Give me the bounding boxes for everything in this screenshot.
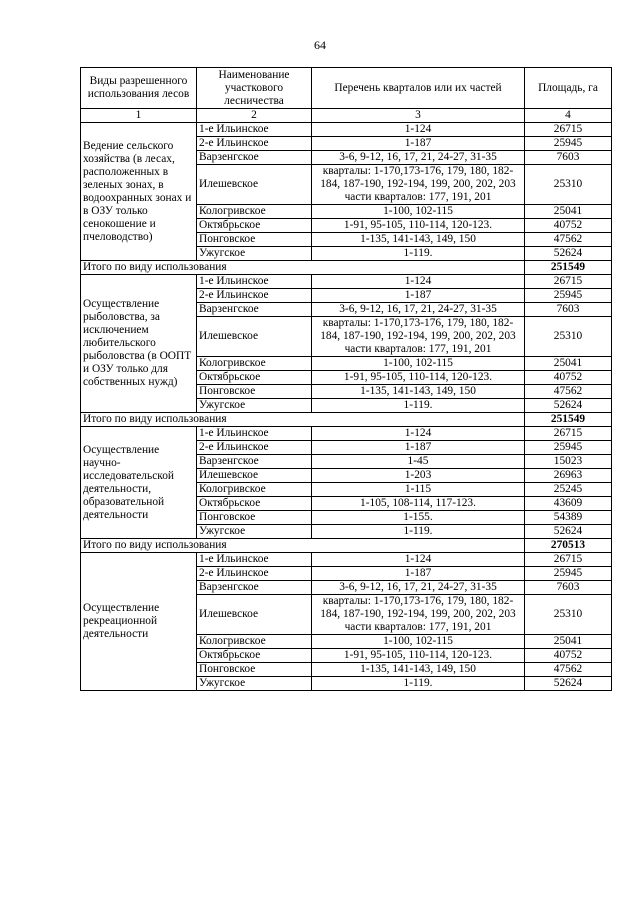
column-number: 1	[81, 109, 197, 123]
quarters-cell: 1-105, 108-114, 117-123.	[312, 497, 525, 511]
forestry-cell: Понговское	[197, 663, 312, 677]
area-cell: 26715	[525, 553, 612, 567]
area-cell: 52624	[525, 677, 612, 691]
area-cell: 26715	[525, 427, 612, 441]
area-cell: 25310	[525, 165, 612, 205]
total-value: 251549	[525, 413, 612, 427]
forestry-cell: Илешевское	[197, 317, 312, 357]
quarters-cell: 1-91, 95-105, 110-114, 120-123.	[312, 219, 525, 233]
area-cell: 25041	[525, 635, 612, 649]
total-label: Итого по виду использования	[81, 539, 525, 553]
area-cell: 43609	[525, 497, 612, 511]
area-cell: 40752	[525, 219, 612, 233]
forestry-cell: Варзенгское	[197, 303, 312, 317]
quarters-cell: 1-45	[312, 455, 525, 469]
quarters-cell: 1-119.	[312, 525, 525, 539]
area-cell: 25945	[525, 289, 612, 303]
quarters-cell: 1-187	[312, 441, 525, 455]
area-cell: 54389	[525, 511, 612, 525]
forestry-cell: Ужугское	[197, 399, 312, 413]
quarters-cell: 1-124	[312, 553, 525, 567]
forestry-cell: Варзенгское	[197, 455, 312, 469]
forestry-cell: Понговское	[197, 511, 312, 525]
quarters-cell: 1-100, 102-115	[312, 205, 525, 219]
forestry-cell: Илешевское	[197, 469, 312, 483]
quarters-cell: 1-100, 102-115	[312, 635, 525, 649]
area-cell: 25945	[525, 441, 612, 455]
forestry-cell: Кологривское	[197, 357, 312, 371]
area-cell: 52624	[525, 525, 612, 539]
area-cell: 7603	[525, 151, 612, 165]
area-cell: 52624	[525, 247, 612, 261]
forestry-cell: Илешевское	[197, 165, 312, 205]
table-row	[81, 123, 612, 137]
quarters-cell: 1-124	[312, 427, 525, 441]
forestry-cell: Октябрьское	[197, 497, 312, 511]
forestry-cell: Октябрьское	[197, 649, 312, 663]
area-cell: 26715	[525, 275, 612, 289]
header-use-type: Виды разрешенного использования лесов	[81, 68, 197, 109]
area-cell: 25245	[525, 483, 612, 497]
page-number: 64	[314, 38, 326, 52]
forestry-cell: Понговское	[197, 233, 312, 247]
area-cell: 25310	[525, 317, 612, 357]
forestry-cell: Варзенгское	[197, 151, 312, 165]
forestry-cell: Кологривское	[197, 205, 312, 219]
use-type-cell: Осуществление рыболовства, за исключением любительского рыболовства (в ООПТ и ОЗУ только для собственных нужд)	[81, 275, 197, 413]
table-body	[81, 68, 612, 691]
total-row	[81, 539, 612, 553]
quarters-cell: 3-6, 9-12, 16, 17, 21, 24-27, 31-35	[312, 151, 525, 165]
forestry-cell: Ужугское	[197, 677, 312, 691]
area-cell: 26963	[525, 469, 612, 483]
header-quarters: Перечень кварталов или их частей	[312, 68, 525, 109]
forestry-cell: 1-е Ильинское	[197, 275, 312, 289]
quarters-cell: 1-187	[312, 137, 525, 151]
area-cell: 47562	[525, 233, 612, 247]
quarters-cell: 1-91, 95-105, 110-114, 120-123.	[312, 371, 525, 385]
quarters-cell: 1-124	[312, 275, 525, 289]
quarters-cell: 1-119.	[312, 677, 525, 691]
forestry-cell: 1-е Ильинское	[197, 427, 312, 441]
table-header-row	[81, 68, 612, 109]
area-cell: 15023	[525, 455, 612, 469]
use-type-cell: Осуществление рекреационной деятельности	[81, 553, 197, 691]
forestry-cell: 1-е Ильинское	[197, 553, 312, 567]
area-cell: 7603	[525, 303, 612, 317]
table-row	[81, 427, 612, 441]
forestry-cell: 2-е Ильинское	[197, 289, 312, 303]
column-number-row	[81, 109, 612, 123]
quarters-cell: 1-91, 95-105, 110-114, 120-123.	[312, 649, 525, 663]
quarters-cell: 1-100, 102-115	[312, 357, 525, 371]
total-label: Итого по виду использования	[81, 261, 525, 275]
quarters-cell: 1-155.	[312, 511, 525, 525]
use-type-cell: Осуществление научно-исследовательской деятельности, образовательной деятельности	[81, 427, 197, 539]
column-number: 2	[197, 109, 312, 123]
total-label: Итого по виду использования	[81, 413, 525, 427]
forestry-cell: 1-е Ильинское	[197, 123, 312, 137]
area-cell: 25945	[525, 567, 612, 581]
forestry-cell: Илешевское	[197, 595, 312, 635]
forestry-cell: 2-е Ильинское	[197, 567, 312, 581]
quarters-cell: 3-6, 9-12, 16, 17, 21, 24-27, 31-35	[312, 303, 525, 317]
area-cell: 52624	[525, 399, 612, 413]
forestry-cell: Варзенгское	[197, 581, 312, 595]
forestry-cell: 2-е Ильинское	[197, 441, 312, 455]
land-use-table	[80, 67, 612, 691]
area-cell: 40752	[525, 649, 612, 663]
area-cell: 26715	[525, 123, 612, 137]
quarters-cell: 1-187	[312, 567, 525, 581]
area-cell: 25041	[525, 357, 612, 371]
quarters-cell: 3-6, 9-12, 16, 17, 21, 24-27, 31-35	[312, 581, 525, 595]
quarters-cell: 1-135, 141-143, 149, 150	[312, 385, 525, 399]
area-cell: 25310	[525, 595, 612, 635]
total-value: 270513	[525, 539, 612, 553]
quarters-cell: кварталы: 1-170,173-176, 179, 180, 182-184, 187-190, 192-194, 199, 200, 202, 203 части кварталов: 177, 191, 201	[312, 595, 525, 635]
forestry-cell: Ужугское	[197, 247, 312, 261]
quarters-cell: кварталы: 1-170,173-176, 179, 180, 182-184, 187-190, 192-194, 199, 200, 202, 203 части кварталов: 177, 191, 201	[312, 165, 525, 205]
quarters-cell: 1-135, 141-143, 149, 150	[312, 663, 525, 677]
quarters-cell: 1-187	[312, 289, 525, 303]
quarters-cell: 1-203	[312, 469, 525, 483]
forestry-cell: Кологривское	[197, 483, 312, 497]
use-type-cell: Ведение сельского хозяйства (в лесах, расположенных в зеленых зонах, в водоохранных зонах и в ОЗУ только сенокошение и пчеловодство)	[81, 123, 197, 261]
area-cell: 25041	[525, 205, 612, 219]
header-forestry: Наименование участкового лесничества	[197, 68, 312, 109]
total-row	[81, 413, 612, 427]
area-cell: 25945	[525, 137, 612, 151]
quarters-cell: 1-124	[312, 123, 525, 137]
quarters-cell: 1-135, 141-143, 149, 150	[312, 233, 525, 247]
quarters-cell: 1-119.	[312, 399, 525, 413]
area-cell: 47562	[525, 663, 612, 677]
forestry-cell: Октябрьское	[197, 219, 312, 233]
column-number: 4	[525, 109, 612, 123]
forestry-cell: Ужугское	[197, 525, 312, 539]
total-value: 251549	[525, 261, 612, 275]
table-row	[81, 275, 612, 289]
total-row	[81, 261, 612, 275]
area-cell: 40752	[525, 371, 612, 385]
table-row	[81, 553, 612, 567]
column-number: 3	[312, 109, 525, 123]
quarters-cell: 1-115	[312, 483, 525, 497]
quarters-cell: 1-119.	[312, 247, 525, 261]
quarters-cell: кварталы: 1-170,173-176, 179, 180, 182-184, 187-190, 192-194, 199, 200, 202, 203 части кварталов: 177, 191, 201	[312, 317, 525, 357]
area-cell: 47562	[525, 385, 612, 399]
forestry-cell: 2-е Ильинское	[197, 137, 312, 151]
forestry-cell: Кологривское	[197, 635, 312, 649]
forestry-cell: Понговское	[197, 385, 312, 399]
forestry-cell: Октябрьское	[197, 371, 312, 385]
area-cell: 7603	[525, 581, 612, 595]
header-area: Площадь, га	[525, 68, 612, 109]
